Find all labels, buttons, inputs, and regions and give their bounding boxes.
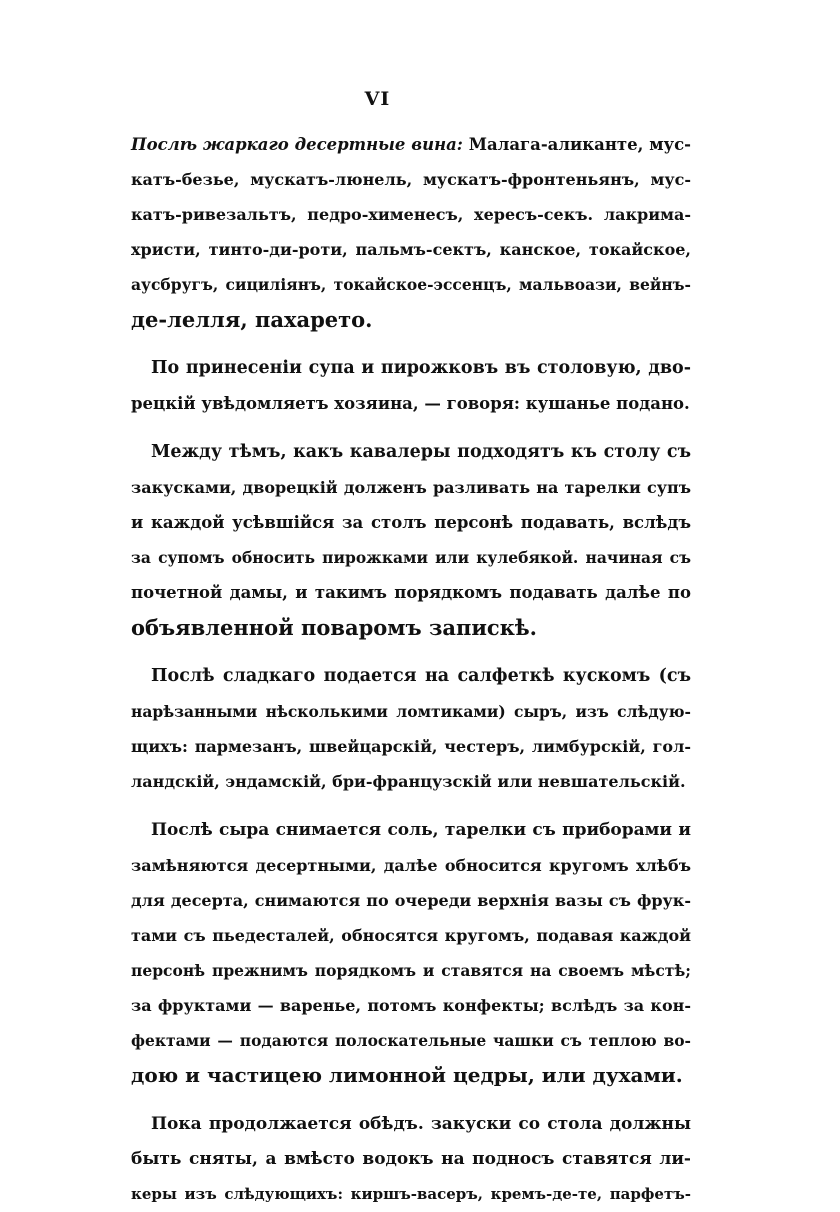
text-line: рецкій увѣдомляетъ хозяина, — говоря: кушанье подано. (131, 394, 690, 413)
text-line: керы изъ слѣдующихъ: киршъ-васеръ, кремъ-де-те, парфетъ- (131, 1185, 691, 1203)
paragraph-soup-served (131, 351, 691, 421)
paragraph-cheese (131, 659, 691, 799)
paragraph-serving-soup (131, 435, 691, 645)
paragraph-dessert-wines (131, 127, 691, 337)
text-line: объявленной поваромъ запискѣ. (131, 615, 537, 640)
text-line: катъ-безье, мускатъ-люнель, мускатъ-фронтеньянъ, мус- (131, 170, 691, 189)
text-line: ландскій, эндамскій, бри-французскій или невшательскій. (131, 772, 686, 791)
text-line: христи, тинто-ди-роти, пальмъ-сектъ, канское, токайское, (131, 240, 691, 259)
text-line: дою и частицею лимонной цедры, или духами. (131, 1063, 683, 1087)
text-line: щихъ: пармезанъ, швейцарскій, честеръ, лимбурскій, гол- (131, 737, 691, 756)
text-line (131, 127, 691, 162)
text-line: По принесеніи супа и пирожковъ въ столовую, дво- (151, 358, 691, 378)
paragraph-liqueurs (131, 1107, 691, 1212)
text-line: катъ-ривезальтъ, педро-хименесъ, хересъ-секъ. лакрима- (131, 205, 691, 224)
text-line: за супомъ обносить пирожками или кулебякой. начиная съ (131, 548, 691, 567)
text-line: Между тѣмъ, какъ кавалеры подходятъ къ столу съ (151, 442, 691, 462)
paragraph-dessert-service (131, 813, 691, 1093)
text-line: и каждой усѣвшійся за столъ персонѣ подавать, вслѣдъ (131, 513, 691, 532)
text-line: фектами — подаются полоскательные чашки съ теплою во- (131, 1031, 691, 1050)
text-line: персонѣ прежнимъ порядкомъ и ставятся на своемъ мѣстѣ; (131, 961, 691, 980)
text-line: почетной дамы, и такимъ порядкомъ подавать далѣе по (131, 583, 691, 602)
text-line-part: Малага-аликанте, мус- (468, 135, 691, 154)
text-line: замѣняются десертными, далѣе обносится кругомъ хлѣбъ (131, 856, 691, 875)
text-line: тами съ пьедесталей, обносятся кругомъ, подавая каждой (131, 926, 691, 945)
text-line: за фруктами — варенье, потомъ конфекты; вслѣдъ за кон- (131, 996, 691, 1015)
paragraph-lead: Послѣ жаркаго десертные вина: (131, 135, 463, 154)
page-number: VI (364, 88, 391, 110)
text-line: закусками, дворецкій долженъ разливать на тарелки супъ (131, 478, 691, 497)
text-line: де-лелля, пахарето. (131, 307, 373, 332)
body-text (131, 127, 691, 1212)
text-line: для десерта, снимаются по очереди верхнія вазы съ фрук- (131, 891, 691, 910)
text-line: Послѣ сладкаго подается на салфеткѣ кускомъ (съ (151, 666, 691, 686)
text-line: Пока продолжается обѣдъ. закуски со стола должны (151, 1114, 691, 1134)
text-line: Послѣ сыра снимается соль, тарелки съ приборами и (151, 820, 691, 840)
text-line: аусбругъ, сициліянъ, токайское-эссенцъ, мальвоази, вейнъ- (131, 275, 691, 294)
text-line: нарѣзанными нѣсколькими ломтиками) сыръ, изъ слѣдую- (131, 702, 691, 721)
text-line: быть сняты, а вмѣсто водокъ на подносъ ставятся ли- (131, 1149, 691, 1169)
